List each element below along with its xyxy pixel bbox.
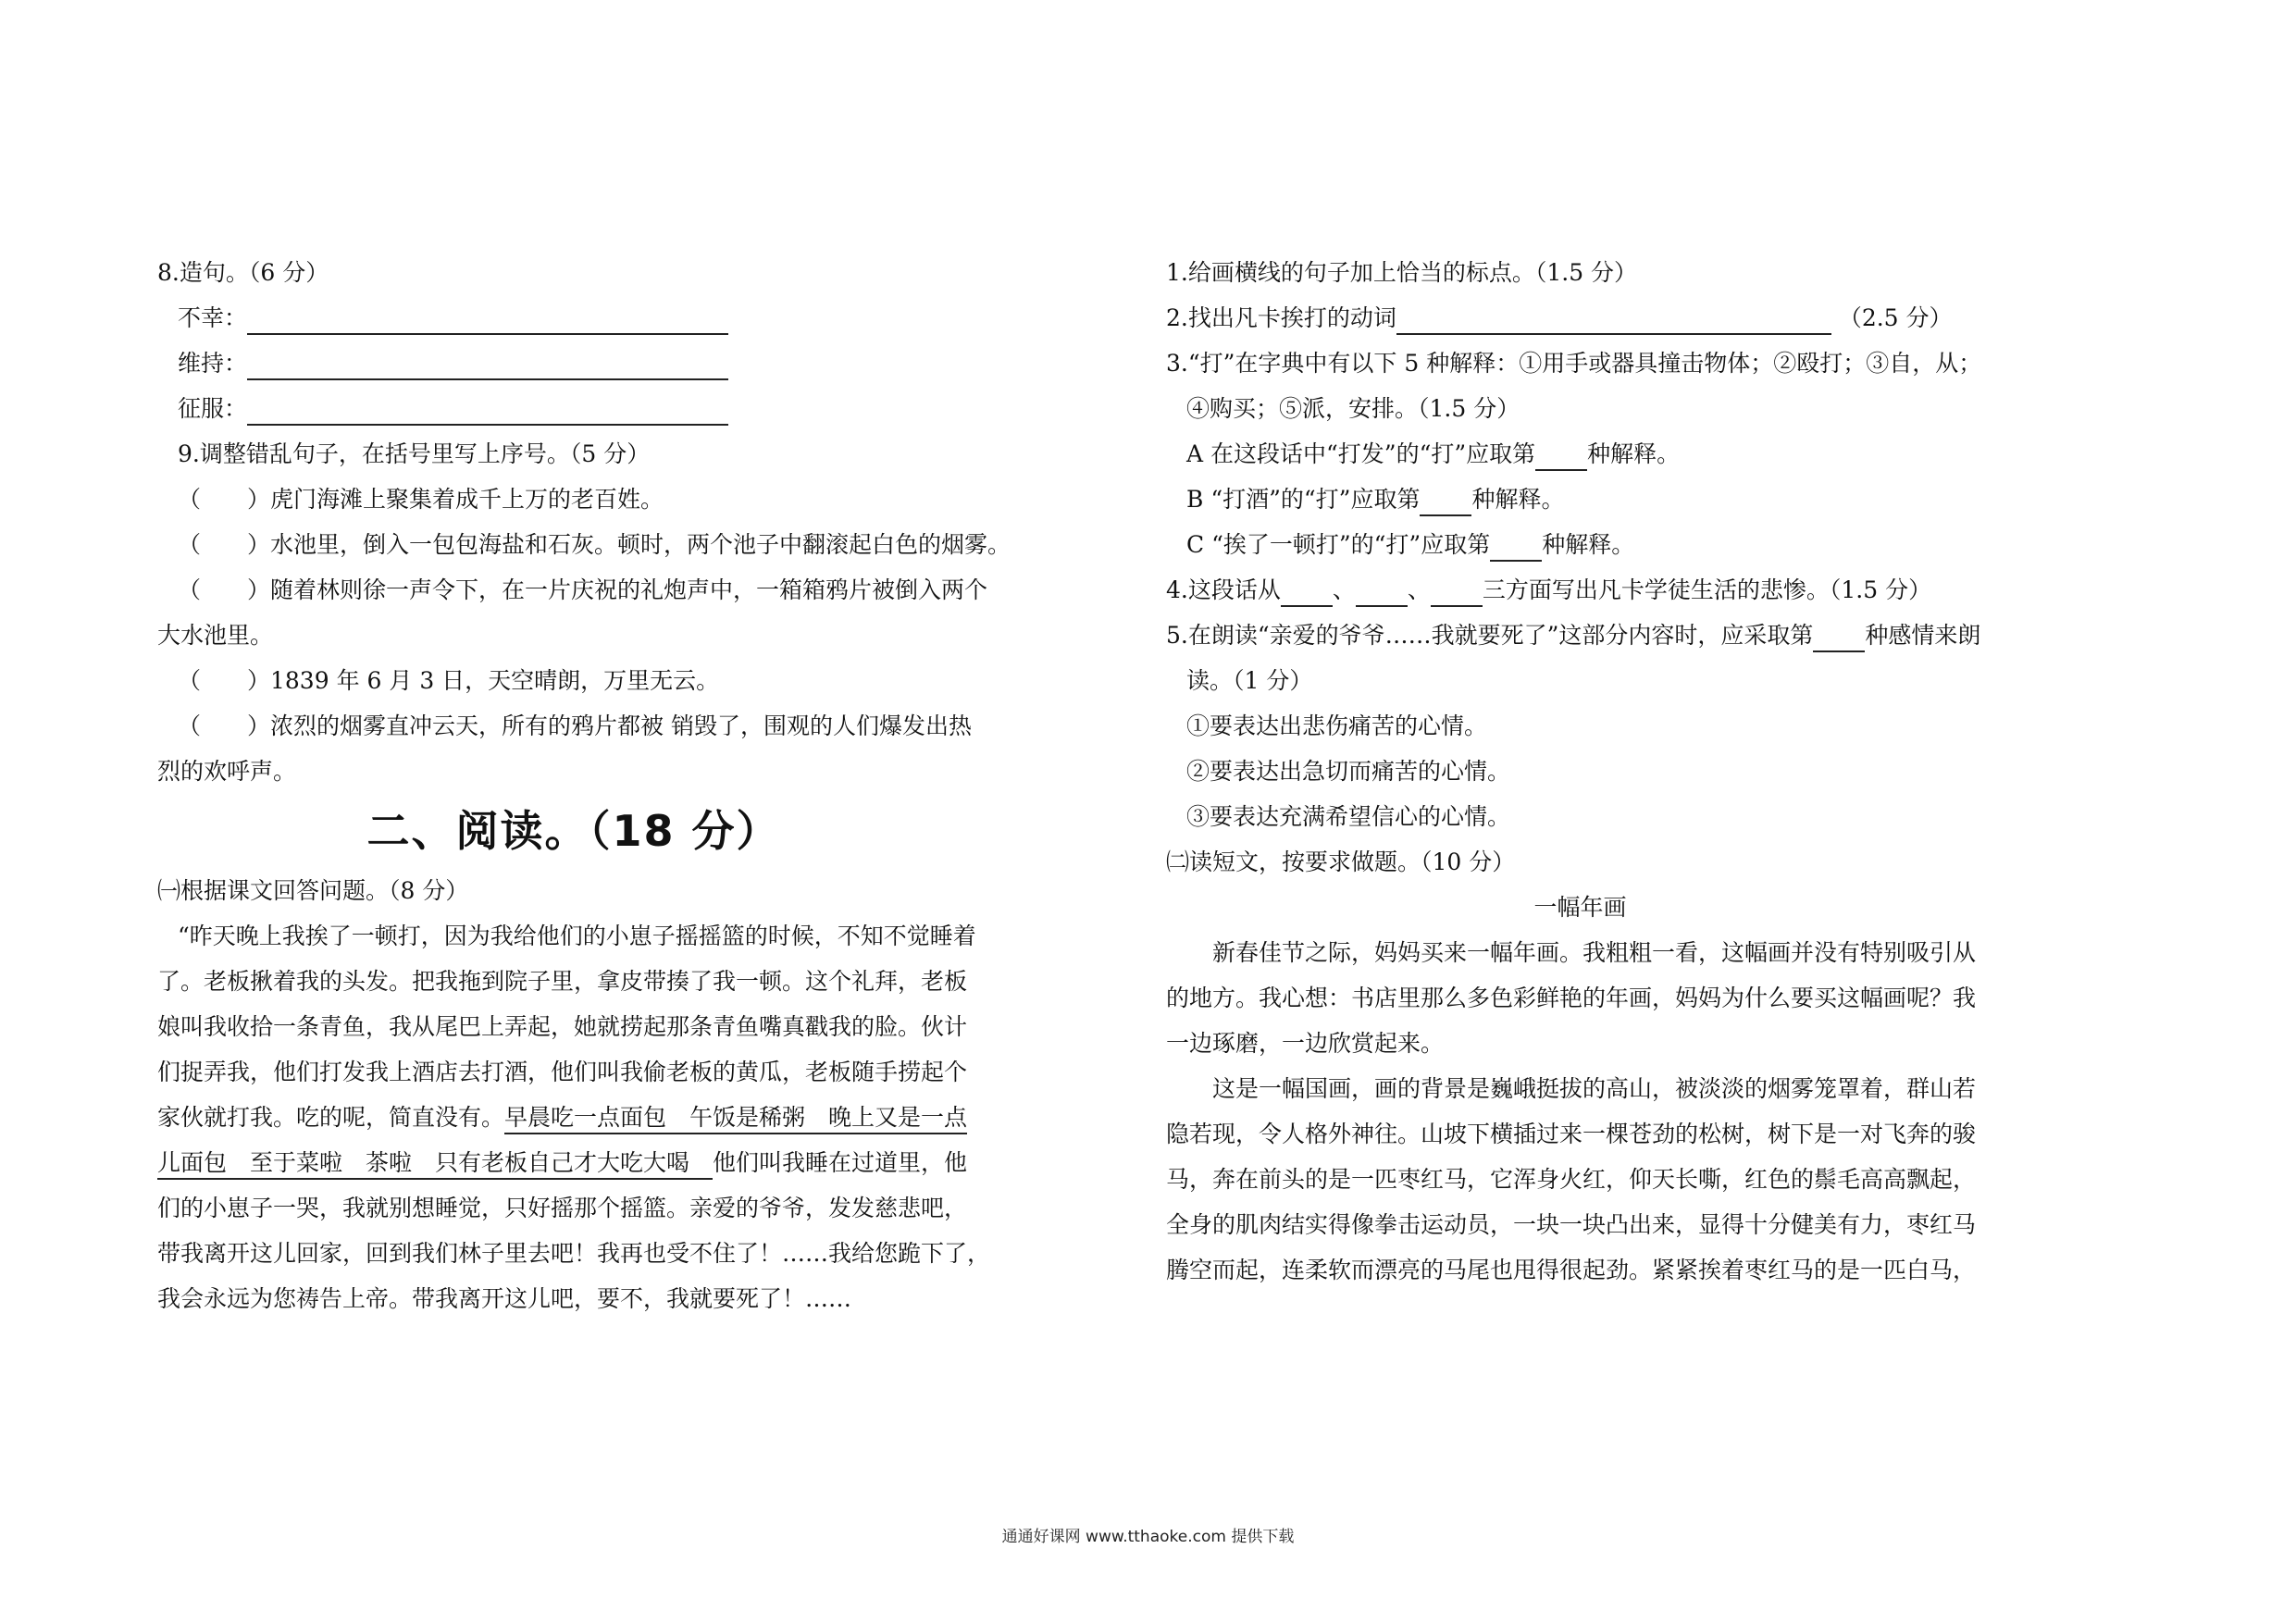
passage-line: 我会永远为您祷告上帝。带我离开这儿吧，要不，我就要死了！…… — [157, 1285, 852, 1312]
q9-line: （ ）虎门海滩上聚集着成千上万的老百姓。 — [178, 486, 664, 513]
q5: 5.在朗读“亲爱的爷爷……我就要死了”这部分内容时，应采取第 种感情来朗 — [1166, 613, 1994, 658]
q5-option: ②要表达出急切而痛苦的心情。 — [1186, 758, 1511, 785]
answer-blank[interactable] — [1813, 623, 1865, 652]
underlined-sentence: 儿面包 至于菜啦 茶啦 只有老板自己才大吃大喝 — [157, 1149, 713, 1180]
q3-b: B “打酒”的“打”应取第 种解释。 — [1166, 477, 1994, 522]
q8-title: 8.造句。（6 分） — [157, 259, 329, 286]
story-line: 马，奔在前头的是一匹枣红马，它浑身火红，仰天长嘶，红色的鬃毛高高飘起， — [1166, 1166, 1977, 1193]
q5-option: ①要表达出悲伤痛苦的心情。 — [1186, 712, 1488, 739]
story-line: 腾空而起，连柔软而漂亮的马尾也甩得很起劲。紧紧挨着枣红马的是一匹白马， — [1166, 1257, 1977, 1283]
story-line: 全身的肌肉结实得像拳击运动员，一块一块凸出来，显得十分健美有力，枣红马 — [1166, 1211, 1977, 1238]
passage-line: 们的小崽子一哭，我就别想睡觉，只好摇那个摇篮。亲爱的爷爷，发发慈悲吧， — [157, 1195, 968, 1221]
q9-line: 烈的欢呼声。 — [157, 758, 297, 785]
q5-option: ③要表达充满希望信心的心情。 — [1186, 803, 1511, 830]
q3-a: A 在这段话中“打发”的“打”应取第 种解释。 — [1166, 431, 1994, 477]
q9-line: （ ）1839 年 6 月 3 日，天空晴朗，万里无云。 — [178, 667, 720, 694]
right-column — [1166, 250, 1994, 1293]
story-line: 这是一幅国画，画的背景是巍峨挺拔的高山，被淡淡的烟雾笼罩着，群山若 — [1212, 1075, 1977, 1102]
page-footer: 通通好课网 www.tthaoke.com 提供下载 — [1001, 1528, 1295, 1546]
q3-line: 3.“打”在字典中有以下 5 种解释：①用手或器具撞击物体；②殴打；③自，从； — [1166, 350, 1982, 377]
story-line: 隐若现，令人格外神往。山坡下横插过来一棵苍劲的松树，树下是一对飞奔的骏 — [1166, 1121, 1977, 1147]
q9-line: （ ）随着林则徐一声令下，在一片庆祝的礼炮声中，一箱箱鸦片被倒入两个 — [178, 576, 988, 603]
q9-line: 大水池里。 — [157, 622, 274, 649]
q4: 4.这段话从 、 、 三方面写出凡卡学徒生活的悲惨。（1.5 分） — [1166, 567, 1994, 613]
passage-line: 带我离开这儿回家，回到我们林子里去吧！我再也受不住了！……我给您跪下了， — [157, 1240, 991, 1267]
story-line: 新春佳节之际，妈妈买来一幅年画。我粗粗一看，这幅画并没有特别吸引从 — [1212, 939, 1977, 966]
left-column — [157, 250, 1011, 1321]
answer-blank[interactable] — [1431, 577, 1483, 607]
answer-blank[interactable] — [1535, 441, 1587, 471]
answer-blank[interactable] — [247, 351, 728, 380]
q9-title: 9.调整错乱句子，在括号里写上序号。（5 分） — [178, 440, 651, 467]
story-line: 一边琢磨，一边欣赏起来。 — [1166, 1030, 1445, 1057]
passage-line: 家伙就打我。吃的呢，简直没有。早晨吃一点面包 午饭是稀粥 晚上又是一点 — [157, 1095, 990, 1140]
section-title: 二、阅读。（18 分） — [366, 806, 781, 856]
q5-line: 读。（1 分） — [1186, 667, 1313, 694]
passage-line: 了。老板揪着我的头发。把我拖到院子里，拿皮带揍了我一顿。这个礼拜，老板 — [157, 968, 968, 995]
underlined-sentence: 早晨吃一点面包 午饭是稀粥 晚上又是一点 — [504, 1104, 967, 1134]
q3-line: ④购买；⑤派，安排。（1.5 分） — [1186, 395, 1520, 422]
passage-line: 们捉弄我，他们打发我上酒店去打酒，他们叫我偷老板的黄瓜，老板随手捞起个 — [157, 1059, 968, 1085]
answer-blank[interactable] — [1356, 577, 1408, 607]
answer-blank[interactable] — [247, 305, 728, 335]
story-line: 的地方。我心想：书店里那么多色彩鲜艳的年画，妈妈为什么要买这幅画呢？我 — [1166, 985, 1977, 1011]
answer-blank[interactable] — [1490, 532, 1542, 562]
q8-item: 维持： — [157, 341, 990, 386]
passage-line: 儿面包 至于菜啦 茶啦 只有老板自己才大吃大喝 他们叫我睡在过道里，他 — [157, 1140, 990, 1185]
q3-c: C “挨了一顿打”的“打”应取第 种解释。 — [1166, 522, 1994, 567]
passage-line: “昨天晚上我挨了一顿打，因为我给他们的小崽子摇摇篮的时候，不知不觉睡着 — [178, 923, 976, 949]
answer-blank[interactable] — [247, 396, 728, 426]
passage-line: 娘叫我收拾一条青鱼，我从尾巴上弄起，她就捞起那条青鱼嘴真戳我的脸。伙计 — [157, 1013, 968, 1040]
part1-title: ㈠根据课文回答问题。（8 分） — [157, 877, 469, 904]
answer-blank[interactable] — [1281, 577, 1333, 607]
q8-item: 征服： — [157, 386, 990, 431]
answer-blank[interactable] — [1396, 305, 1831, 335]
q8-item: 不幸： — [157, 295, 990, 341]
story-title: 一幅年画 — [1533, 894, 1627, 921]
part2-title: ㈡读短文，按要求做题。（10 分） — [1166, 849, 1516, 875]
q9-line: （ ）水池里，倒入一包包海盐和石灰。顿时，两个池子中翻滚起白色的烟雾。 — [178, 531, 1011, 558]
q9-line: （ ）浓烈的烟雾直冲云天，所有的鸦片都被 销毁了，围观的人们爆发出热 — [178, 712, 972, 739]
answer-blank[interactable] — [1420, 487, 1471, 516]
q1: 1.给画横线的句子加上恰当的标点。（1.5 分） — [1166, 259, 1638, 286]
q2: 2.找出凡卡挨打的动词 （2.5 分） — [1166, 295, 1994, 341]
